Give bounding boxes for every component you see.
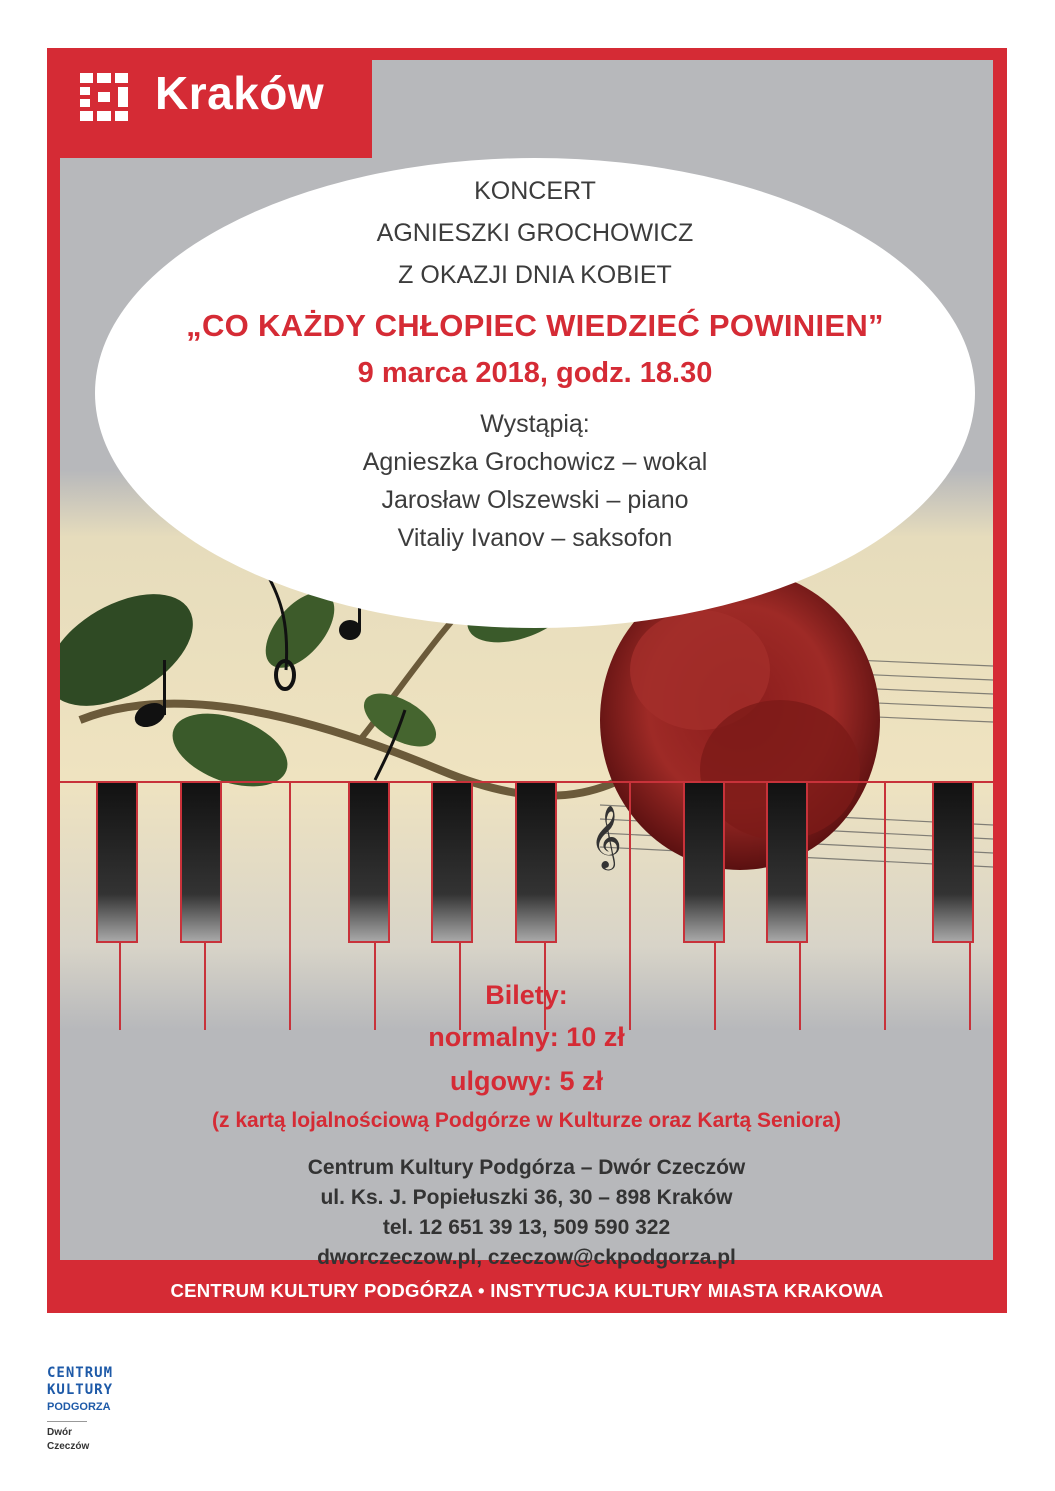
- ticket-note: (z kartą lojalnościową Podgórze w Kulturze oraz Kartą Seniora): [212, 1109, 841, 1132]
- venue-web: dworczeczow.pl, czeczow@ckpodgorza.pl: [317, 1246, 736, 1269]
- ckp-logo-divider: [47, 1421, 87, 1422]
- event-title: „CO KAŻDY CHŁOPIEC WIEDZIEĆ POWINIEN”: [186, 308, 884, 343]
- krakow-badge: [47, 48, 372, 158]
- tickets-section: [60, 975, 993, 1273]
- event-info: [95, 170, 975, 557]
- performer-item: Agnieszka Grochowicz – wokal: [362, 448, 708, 476]
- venue-name: Centrum Kultury Podgórza – Dwór Czeczów: [307, 1156, 746, 1179]
- event-artist: AGNIESZKI GROCHOWICZ: [376, 219, 694, 247]
- krakow-logo-icon: [80, 73, 128, 121]
- venue-address: ul. Ks. J. Popiełuszki 36, 30 – 898 Kraków: [320, 1186, 733, 1209]
- svg-text:𝄞: 𝄞: [590, 805, 622, 868]
- ckp-logo-line2: KULTURY: [47, 1382, 114, 1398]
- ckp-logo-line3: PODGORZA: [47, 1401, 111, 1413]
- ckp-logo: [47, 1365, 113, 1454]
- performers-heading: Wystąpią:: [480, 410, 590, 438]
- venue-phone: tel. 12 651 39 13, 509 590 322: [382, 1216, 671, 1239]
- ckp-logo-line5: Czeczów: [47, 1441, 90, 1452]
- brand-name: Kraków: [155, 67, 325, 119]
- tickets-heading: Bilety:: [485, 980, 568, 1010]
- ticket-normal: normalny: 10 zł: [428, 1022, 625, 1052]
- ticket-reduced: ulgowy: 5 zł: [449, 1066, 603, 1096]
- event-type: KONCERT: [474, 177, 596, 205]
- performer-item: Jarosław Olszewski – piano: [381, 486, 689, 514]
- event-date: 9 marca 2018, godz. 18.30: [357, 357, 713, 389]
- ckp-logo-line4: Dwór: [47, 1427, 72, 1438]
- event-occasion: Z OKAZJI DNIA KOBIET: [398, 261, 672, 289]
- footer-bar: CENTRUM KULTURY PODGÓRZA • INSTYTUCJA KULTURY MIASTA KRAKOWA: [47, 1272, 1007, 1313]
- ckp-logo-line1: CENTRUM: [47, 1365, 114, 1381]
- performer-item: Vitaliy Ivanov – saksofon: [397, 524, 673, 552]
